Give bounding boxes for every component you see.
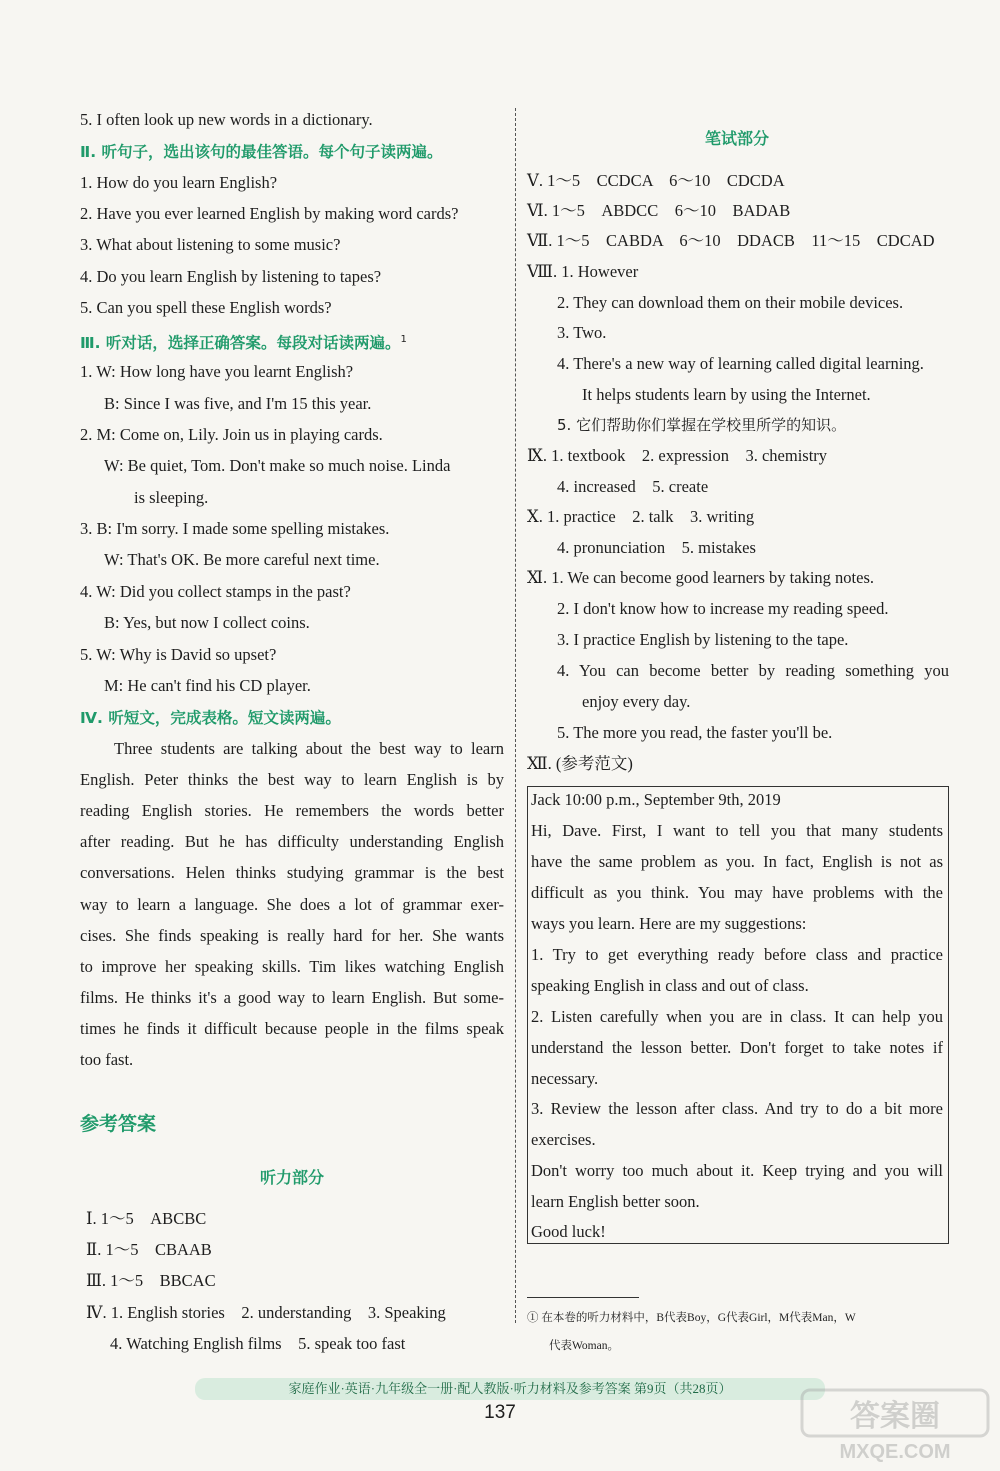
answer-line: 4. increased 5. create [557, 477, 709, 496]
answer-line: 4. Watching English films 5. speak too fast [110, 1334, 406, 1353]
footnote-marker: 1 [400, 334, 407, 345]
answer-line: Ⅺ. 1. We can become good learners by taking notes. [527, 568, 874, 587]
answer-line: enjoy every day. [582, 692, 691, 711]
answer-line: 2. They can download them on their mobile devices. [557, 293, 904, 312]
dialogue-line: W: That's OK. Be more careful next time. [104, 550, 380, 569]
answer-line: Ⅹ. 1. practice 2. talk 3. writing [527, 507, 755, 526]
footnote-line: ① 在本卷的听力材料中，B代表Boy，G代表Girl，M代表Man，W [527, 1312, 856, 1324]
answer-line: Ⅷ. 1. However [527, 262, 639, 281]
passage-line: English. Peter thinks the best way to learn English is by [80, 770, 504, 789]
passage-line: reading English stories. He remembers the words better [80, 801, 504, 820]
answer-line: Ⅲ. 1～5 BBCAC [86, 1271, 216, 1290]
dialogue-line: 2. M: Come on, Lily. Join us in playing cards. [80, 425, 383, 444]
page-number: 137 [484, 1402, 516, 1423]
listening-sentence-5: 5. I often look up new words in a dictionary. [80, 110, 373, 129]
essay-line: 1. Try to get everything ready before class and practice [531, 945, 943, 964]
dialogue-line: 4. W: Did you collect stamps in the past? [80, 582, 351, 601]
footer-text: 家庭作业·英语·九年级全一册·配人教版·听力材料及参考答案 第9页（共28页） [288, 1381, 732, 1396]
section-2-item: 1. How do you learn English? [80, 173, 278, 192]
passage-line: to improve her speaking skills. Tim likes watching English [80, 957, 504, 976]
answer-line: Ⅱ. 1～5 CBAAB [86, 1240, 212, 1259]
passage-line: too fast. [80, 1050, 134, 1069]
answer-line: 4. You can become better by reading something you [557, 661, 949, 680]
section-2-item: 5. Can you spell these English words? [80, 298, 332, 317]
svg-text:MXQE.COM: MXQE.COM [839, 1441, 951, 1463]
essay-line: necessary. [531, 1069, 599, 1088]
answer-line: Ⅻ. (参考范文) [527, 754, 633, 773]
passage-line: way to learn a language. She does a lot of grammar exer- [80, 895, 504, 914]
answer-line: It helps students learn by using the Internet. [582, 385, 871, 404]
footnote-rule [527, 1297, 639, 1298]
essay-line: have the same problem as you. In fact, English is not as [531, 852, 943, 871]
answer-line: 2. I don't know how to increase my reading speed. [557, 599, 889, 618]
answer-line: 3. I practice English by listening to the tape. [557, 630, 849, 649]
essay-line: difficult as you think. You may have problems with the [531, 883, 943, 902]
dialogue-line: is sleeping. [134, 488, 209, 507]
essay-line: Don't worry too much about it. Keep trying and you will [531, 1161, 943, 1180]
dialogue-line: M: He can't find his CD player. [104, 676, 311, 695]
essay-line: learn English better soon. [531, 1192, 700, 1211]
section-2-item: 2. Have you ever learned English by making word cards? [80, 204, 459, 223]
written-part-title: 笔试部分 [704, 129, 769, 148]
essay-line: 3. Review the lesson after class. And try to do a bit more [531, 1099, 943, 1118]
answer-line: Ⅵ. 1～5 ABDCC 6～10 BADAB [527, 201, 791, 220]
dialogue-line: B: Yes, but now I collect coins. [104, 613, 310, 632]
answer-line: Ⅴ. 1～5 CCDCA 6～10 CDCDA [527, 171, 785, 190]
section-2-item: 3. What about listening to some music? [80, 235, 341, 254]
answer-line: 3. Two. [557, 323, 607, 342]
dialogue-line: 3. B: I'm sorry. I made some spelling mistakes. [80, 519, 390, 538]
section-2-title: Ⅱ. 听句子，选出该句的最佳答语。每个句子读两遍。 [80, 143, 443, 161]
svg-text:答案圈: 答案圈 [850, 1399, 940, 1434]
essay-line: Good luck! [531, 1222, 606, 1241]
passage-line: Three students are talking about the best way to learn [114, 739, 504, 758]
passage-line: conversations. Helen thinks studying grammar is the best [80, 863, 504, 882]
dialogue-line: B: Since I was five, and I'm 15 this year. [104, 394, 372, 413]
footer-band [195, 1378, 825, 1400]
section-3-title-text: Ⅲ. 听对话，选择正确答案。每段对话读两遍。 [80, 334, 401, 353]
dialogue-line: 5. W: Why is David so upset? [80, 645, 277, 664]
passage-line: after reading. But he has difficulty understanding English [80, 832, 504, 851]
answer-line: Ⅶ. 1～5 CABDA 6～10 DDACB 11～15 CDCAD [527, 231, 935, 250]
answer-line: Ⅳ. 1. English stories 2. understanding 3. Speaking [86, 1303, 446, 1322]
essay-line: understand the lesson better. Don't forget to take notes if [531, 1038, 943, 1057]
answer-line: 4. pronunciation 5. mistakes [557, 538, 756, 557]
section-4-title: Ⅳ. 听短文，完成表格。短文读两遍。 [80, 709, 341, 727]
passage-line: cises. She finds speaking is really hard for her. She wants [80, 926, 504, 945]
essay-line: 2. Listen carefully when you are in class. It can help you [531, 1007, 943, 1026]
essay-line: Hi, Dave. First, I want to tell you that many students [531, 821, 943, 840]
column-divider [515, 108, 516, 1323]
essay-line: exercises. [531, 1130, 596, 1149]
answer-line: 5. The more you read, the faster you'll be. [557, 723, 833, 742]
passage-line: times he finds it difficult because people in the films speak [80, 1019, 504, 1038]
dialogue-line: 1. W: How long have you learnt English? [80, 362, 354, 381]
essay-line: speaking English in class and out of class. [531, 976, 809, 995]
essay-line: ways you learn. Here are my suggestions: [531, 914, 807, 933]
essay-line: Jack 10:00 p.m., September 9th, 2019 [531, 790, 781, 809]
section-3-title [80, 330, 407, 353]
dialogue-line: W: Be quiet, Tom. Don't make so much noise. Linda [104, 456, 451, 475]
answer-line: 4. There's a new way of learning called digital learning. [557, 354, 924, 373]
answer-line: Ⅰ. 1～5 ABCBC [86, 1209, 207, 1228]
listening-part-title: 听力部分 [259, 1168, 324, 1187]
answer-line: Ⅸ. 1. textbook 2. expression 3. chemistry [527, 446, 828, 465]
watermark-logo [800, 1388, 990, 1464]
answers-title: 参考答案 [80, 1113, 157, 1135]
section-2-item: 4. Do you learn English by listening to tapes? [80, 267, 382, 286]
passage-line: films. He thinks it's a good way to learn English. But some- [80, 988, 504, 1007]
answer-line: 5. 它们帮助你们掌握在学校里所学的知识。 [557, 416, 847, 434]
footnote-line: 代表Woman。 [549, 1340, 619, 1352]
